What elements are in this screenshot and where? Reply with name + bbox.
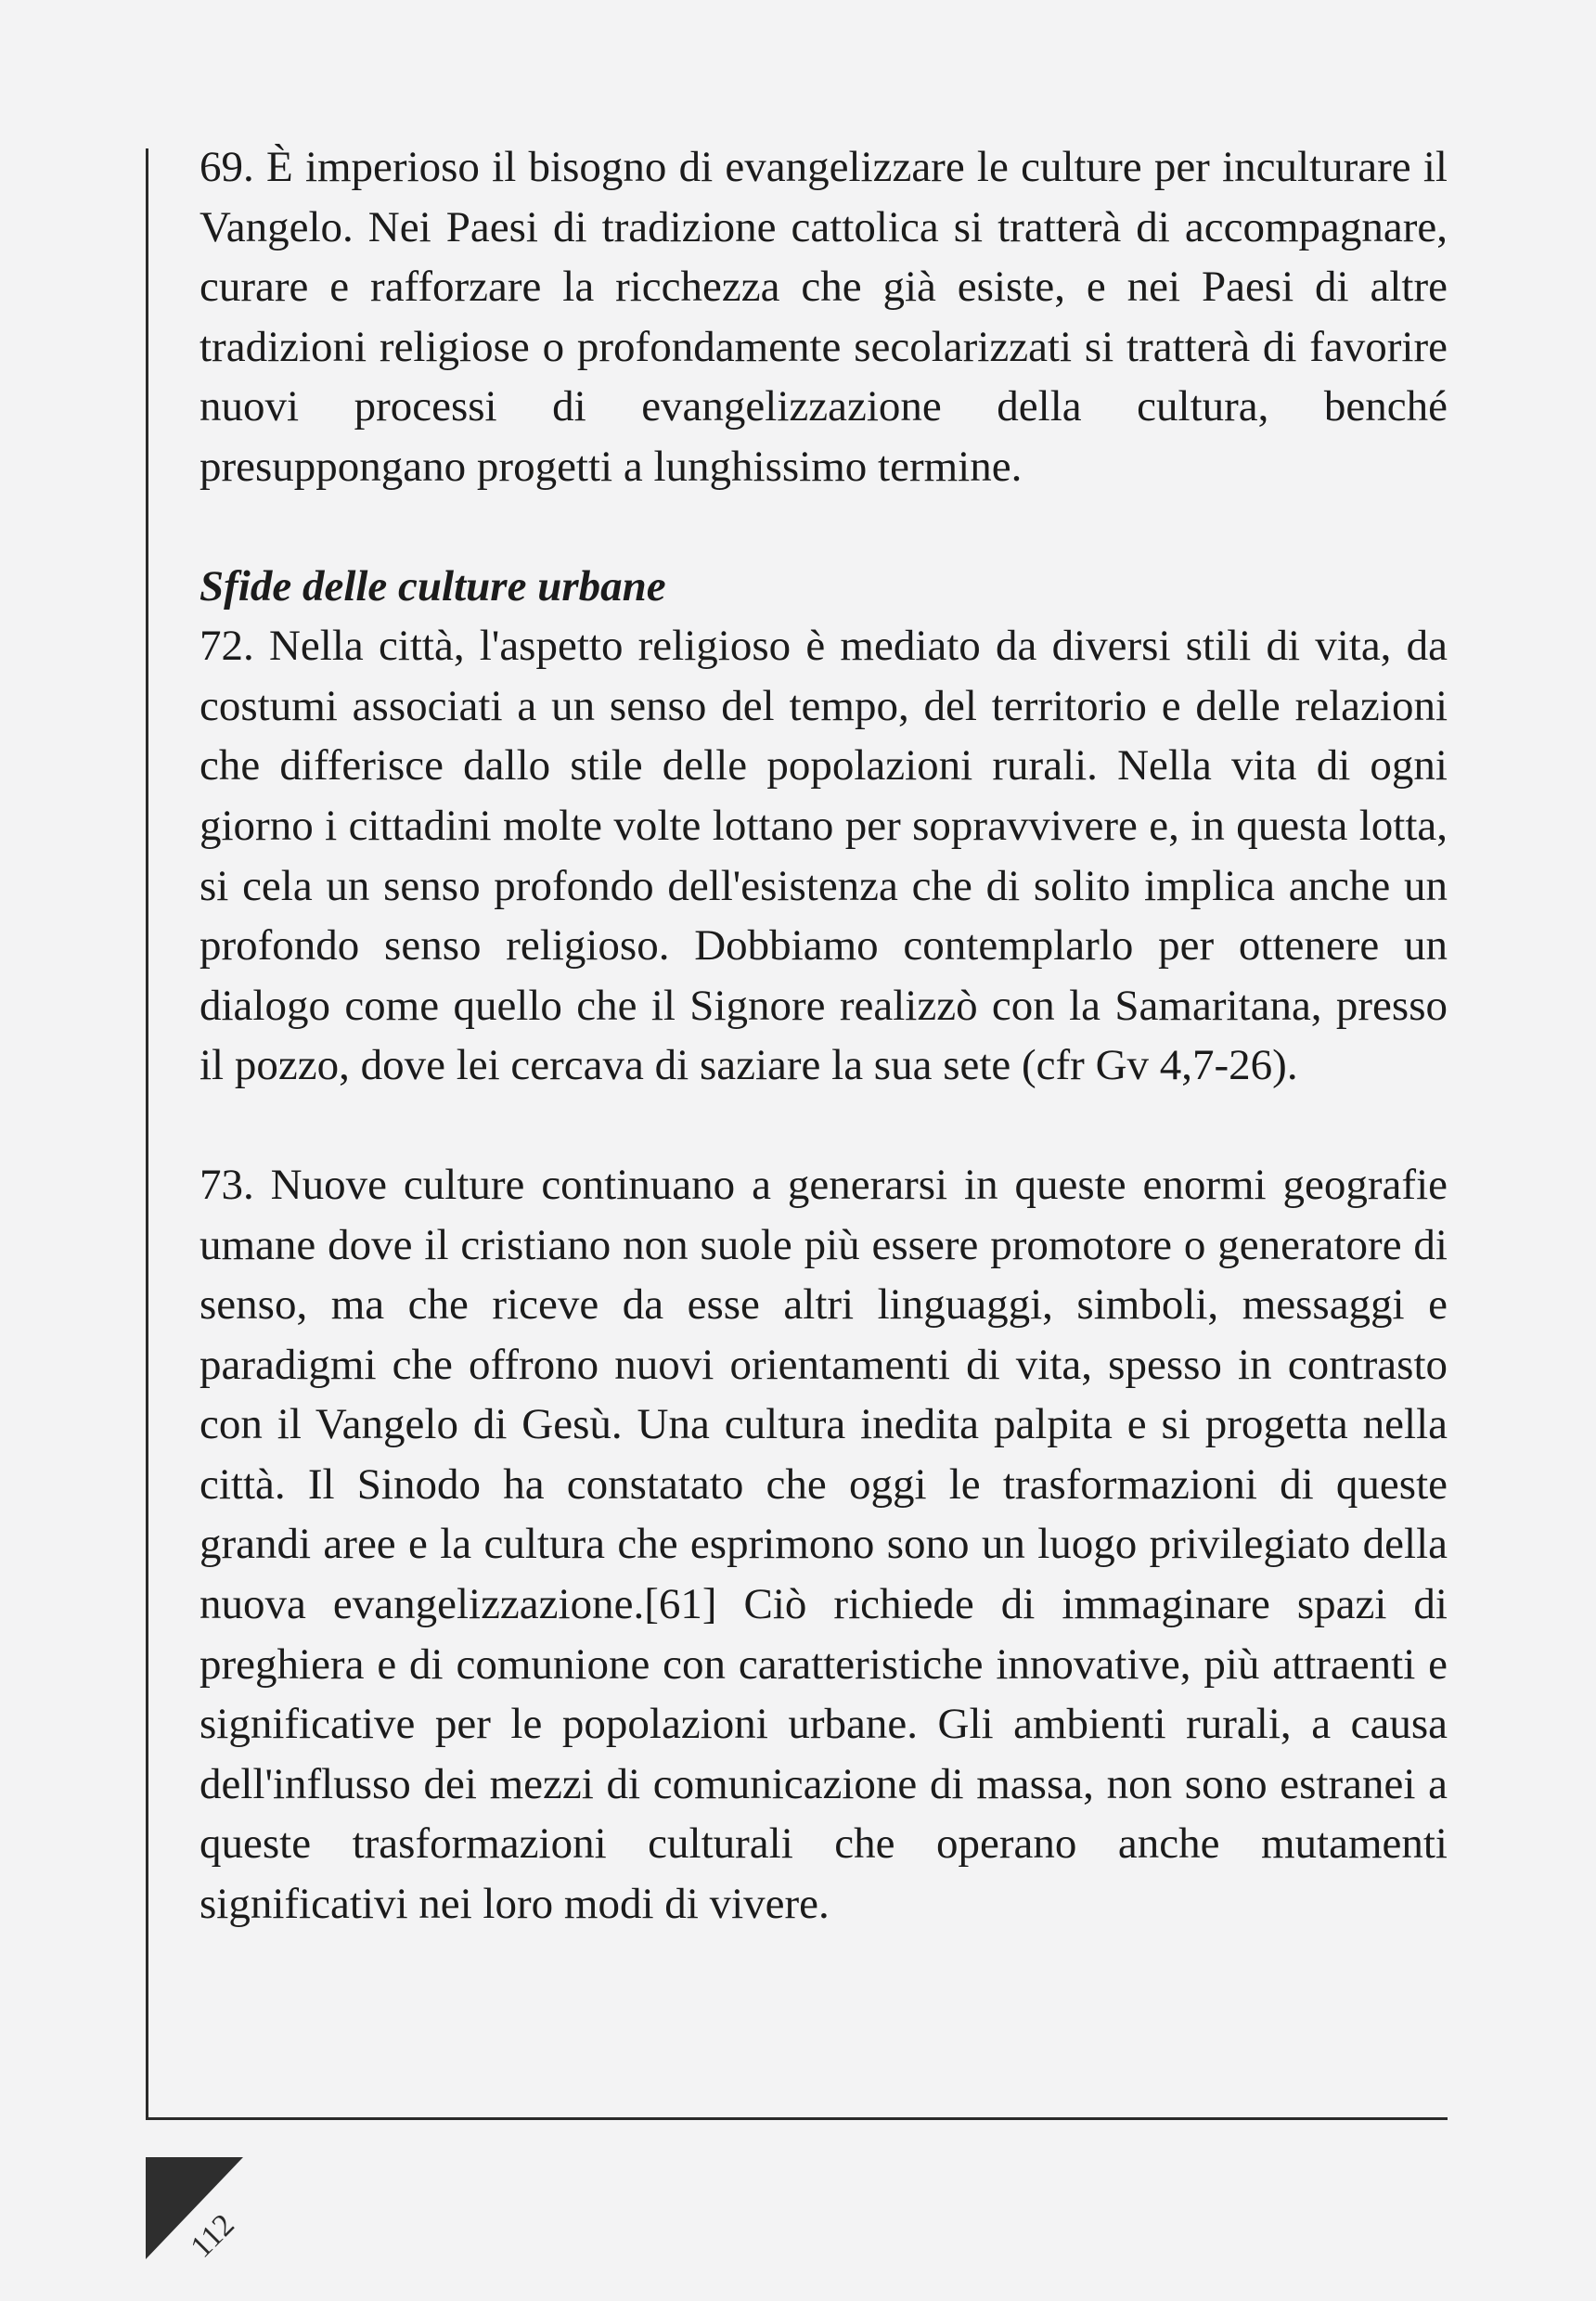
paragraph-spacer	[200, 497, 1448, 557]
paragraph-73: 73. Nuove culture continuano a generarsi in queste enormi geografie umane dove il cristiano non suole più essere promotore o generatore di senso, ma che riceve da esse altri linguaggi, simboli, messaggi e paradigmi che offrono nuovi orientamenti di vita, spesso in contrasto con il Vangelo di Gesù. Una cultura inedita palpita e si progetta nella città. Il Sinodo ha constatato che oggi le trasformazioni di queste grandi aree e la cultura che esprimono sono un luogo privilegiato della nuova evangelizzazione.[61] Ciò richiede di immaginare spazi di preghiera e di comunione con caratteristiche innovative, più attraenti e significative per le popolazioni urbane. Gli ambienti rurali, a causa dell'influsso dei mezzi di comunicazione di massa, non sono estranei a queste trasformazioni culturali che operano anche mutamenti significativi nei loro modi di vivere.	[200, 1160, 1448, 1929]
bottom-rule	[146, 2117, 1448, 2120]
page-corner-marker	[146, 2157, 266, 2278]
paragraph-72: 72. Nella città, l'aspetto religioso è mediato da diversi stili di vita, da costumi associati a un senso del tempo, del territorio e delle relazioni che differisce dallo stile delle popolazioni rurali. Nella vita di ogni giorno i cittadini molte volte lottano per sopravvivere e, in questa lotta, si cela un senso profondo dell'esistenza che di solito implica anche un profondo senso religioso. Dobbiamo contemplarlo per ottenere un dialogo come quello che il Signore realizzò con la Samaritana, presso il pozzo, dove lei cercava di saziare la sua sete (cfr Gv 4,7-26).	[200, 622, 1448, 1090]
paragraph-69: 69. È imperioso il bisogno di evangelizzare le culture per inculturare il Vangelo. Nei Paesi di tradizione cattolica si tratterà di accompagnare, curare e rafforzare la ricchezza che già esiste, e nei Paesi di altre tradizioni religiose o profondamente secolarizzati si tratterà di favorire nuovi processi di evangelizzazione della cultura, benché presuppongano progetti a lunghissimo termine.	[200, 143, 1448, 491]
text-block	[200, 137, 1448, 1935]
left-margin-rule	[146, 148, 148, 2120]
paragraph-spacer	[200, 1096, 1448, 1155]
section-heading: Sfide delle culture urbane	[200, 561, 666, 611]
page-number: 112	[184, 2207, 241, 2265]
